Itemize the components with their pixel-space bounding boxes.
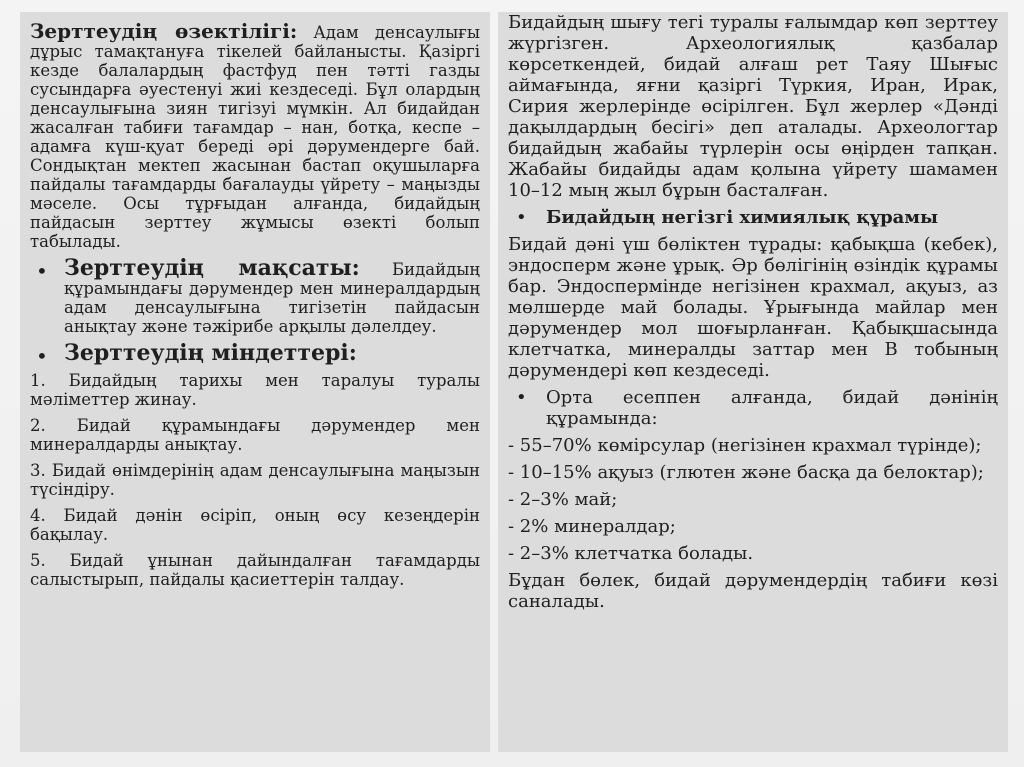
goal-paragraph [64, 255, 481, 336]
goal-text: Бидайдың құрамындағы дәрумендер мен минералдардың адам денсаулығына тигізетін пайдасын анықтау және тәжірибе арқылы дәлелдеу. [64, 260, 481, 336]
composition-item-2: - 10–15% ақуыз (глютен және басқа да белоктар); [508, 462, 984, 483]
bullet-icon: • [36, 259, 48, 283]
right-text-panel [498, 12, 1008, 752]
composition-heading: Бидайдың негізгі химиялық құрамы [546, 207, 939, 228]
composition-item-4: - 2% минералдар; [508, 516, 676, 537]
relevance-heading: Зерттеудің өзектілігі: [30, 19, 298, 43]
composition-item-1: - 55–70% көмірсулар (негізінен крахмал түрінде); [508, 435, 982, 456]
tasks-paragraph [64, 340, 480, 366]
task-item-4: 4. Бидай дәнін өсіріп, оның өсу кезеңдерін бақылау. [30, 506, 480, 544]
average-text: Орта есеппен алғанда, бидай дәнінің құрамында: [546, 387, 998, 429]
relevance-text: Адам денсаулығы дұрыс тамақтануға тікелей байланысты. Қазіргі кезде балалардың фастфуд пен тәтті газды сусындарға әуестенуі жиі кездеседі. Бұл олардың денсаулығына зиян тигізуі мүмкін. Ал бидайдан жасалған табиғи тағамдар – нан, ботқа, кеспе – адамға күш-қуат береді әрі дәрумендерге бай. Сондықтан мектеп жасынан бастап оқушыларға пайдалы тағамдарды бағалауды үйрету – маңызды мәселе. Осы тұрғыдан алғанда, бидайдың пайдасын зерттеу жұмысы өзекті болып табылады. [30, 23, 480, 251]
tasks-bullet [30, 340, 480, 368]
grain-paragraph: Бидай дәні үш бөліктен тұрады: қабықша (кебек), эндосперм және ұрық. Әр бөлігінің өзіндік құрамы бар. Эндоспермінде негізінен крахмал, ақуыз, аз мөлшерде май болады. Ұрығында майлар мен дәрумендер мол шоғырланған. Қабықшасында клетчатка, минералды заттар мен В тобының дәрумендері көп кездеседі. [508, 234, 998, 381]
relevance-paragraph [30, 19, 480, 251]
tasks-heading: Зерттеудің міндеттері: [64, 340, 357, 366]
bullet-icon: • [516, 387, 527, 408]
conclusion-paragraph: Бұдан бөлек, бидай дәрумендердің табиғи көзі саналады. [508, 570, 998, 612]
average-bullet [508, 387, 998, 429]
origin-paragraph: Бидайдың шығу тегі туралы ғалымдар көп зерттеу жүргізген. Археологиялық қазбалар көрсеткендей, бидай алғаш рет Таяу Шығыс аймағында, яғни қазіргі Түркия, Иран, Ирак, Сирия жерлерінде өсірілген. Бұл жерлер «Дәнді дақылдардың бесігі» деп аталады. Археологтар бидайдың жабайы түрлерін осы өңірден тапқан. Жабайы бидайды адам қолына үйрету шамамен 10–12 мың жыл бұрын басталған. [508, 12, 998, 201]
bullet-icon: • [516, 207, 527, 228]
composition-item-5: - 2–3% клетчатка болады. [508, 543, 754, 564]
task-item-2: 2. Бидай құрамындағы дәрумендер мен минералдарды анықтау. [30, 416, 480, 454]
bullet-icon: • [36, 344, 48, 368]
task-item-3: 3. Бидай өнімдерінің адам денсаулығына маңызын түсіндіру. [30, 461, 480, 499]
composition-bullet [508, 207, 998, 228]
composition-item-3: - 2–3% май; [508, 489, 618, 510]
goal-bullet [30, 255, 481, 336]
task-item-5: 5. Бидай ұнынан дайындалған тағамдарды салыстырып, пайдалы қасиеттерін талдау. [30, 551, 480, 589]
task-item-1: 1. Бидайдың тарихы мен таралуы туралы мәліметтер жинау. [30, 371, 480, 409]
goal-heading: Зерттеудің мақсаты: [64, 255, 360, 281]
left-text-panel [20, 12, 490, 752]
